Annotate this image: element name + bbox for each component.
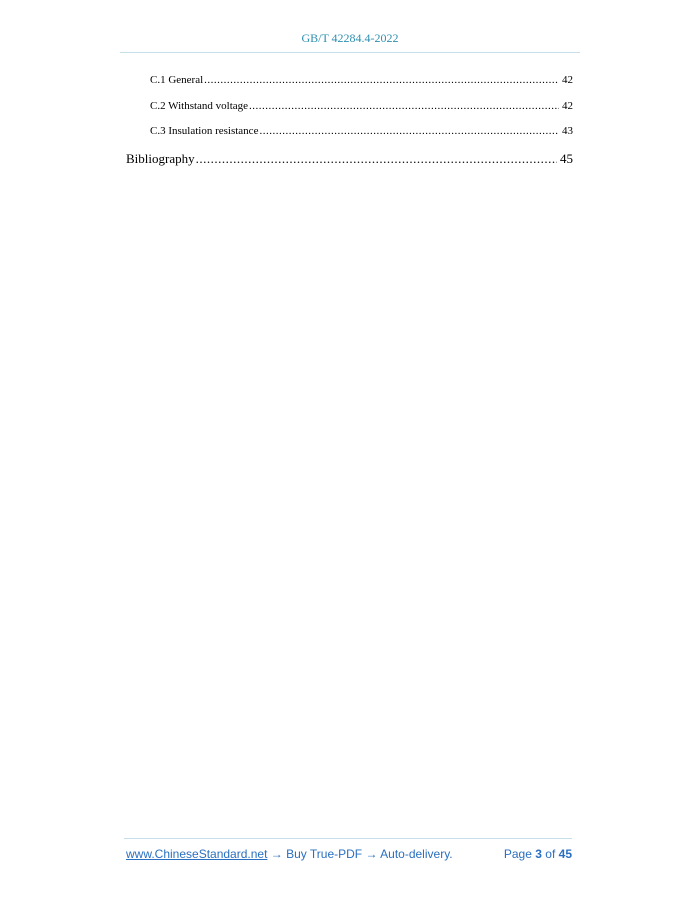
arrow-right-icon: → — [365, 847, 378, 861]
toc-dot-leader — [249, 100, 559, 112]
total-page-count: 45 — [558, 847, 572, 861]
toc-entry-label: Bibliography — [126, 151, 195, 166]
document-header-title: GB/T 42284.4-2022 — [301, 31, 399, 45]
auto-delivery-text: Auto-delivery. — [380, 847, 453, 861]
toc-entry-c3[interactable] — [150, 125, 573, 137]
arrow-right-icon: → — [270, 847, 283, 861]
toc-dot-leader — [196, 151, 557, 167]
header-divider — [120, 52, 580, 53]
site-link[interactable]: www.ChineseStandard.net — [126, 847, 268, 861]
toc-entry-c1[interactable] — [150, 74, 573, 86]
toc-entry-page: 42 — [562, 100, 573, 112]
toc-entry-page: 43 — [562, 125, 573, 137]
toc-entry-label: C.1 General — [150, 74, 204, 86]
buy-pdf-text: Buy True-PDF — [286, 847, 363, 861]
of-word: of — [545, 847, 556, 861]
footer-divider — [124, 838, 572, 839]
toc-entry-c2[interactable] — [150, 100, 573, 112]
toc-entry-bibliography[interactable] — [126, 151, 573, 167]
page-footer — [126, 847, 572, 865]
current-page-number: 3 — [535, 847, 542, 861]
toc-dot-leader — [259, 125, 559, 137]
footer-promo — [126, 847, 453, 861]
page-word: Page — [503, 847, 532, 861]
toc-entry-label: C.2 Withstand voltage — [150, 100, 249, 112]
page-number-indicator — [504, 847, 572, 861]
toc-entry-page: 45 — [560, 151, 573, 166]
toc-entry-label: C.3 Insulation resistance — [150, 125, 259, 137]
toc-entry-page: 42 — [562, 74, 573, 86]
toc-dot-leader — [204, 74, 559, 86]
